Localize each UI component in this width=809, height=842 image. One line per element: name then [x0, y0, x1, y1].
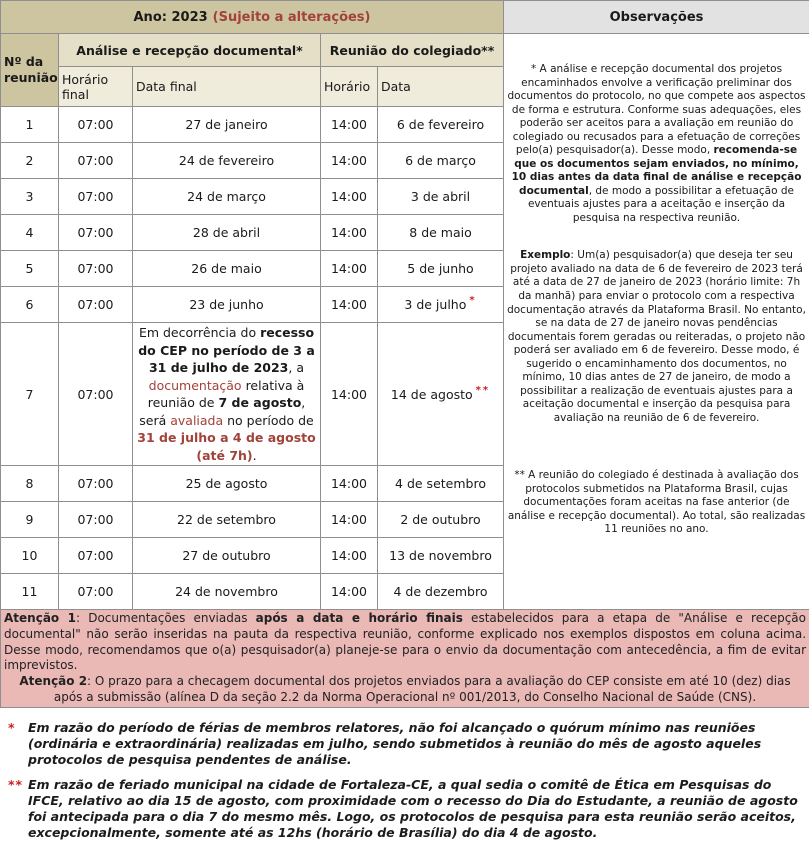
data-colegiado: 6 de fevereiro	[378, 107, 504, 143]
observations-header: Observações	[504, 1, 809, 34]
data-final: 24 de março	[133, 179, 321, 215]
year-row	[1, 1, 809, 34]
footnote-1	[8, 720, 803, 769]
horario-colegiado: 14:00	[321, 143, 378, 179]
horario-final: 07:00	[59, 466, 133, 502]
recess-note-cell: Em decorrência do recesso do CEP no período de 3 a 31 de julho de 2023, a documentação relativa à reunião de 7 de agosto, será avaliada no período de 31 de julho a 4 de agosto (até 7h).	[133, 323, 321, 466]
year-label: Ano: 2023	[134, 10, 208, 25]
red-asterisk-mark: **	[476, 385, 490, 396]
footnotes	[0, 708, 809, 842]
data-final: 27 de outubro	[133, 538, 321, 574]
horario-final: 07:00	[59, 215, 133, 251]
horario-colegiado: 14:00	[321, 323, 378, 466]
group-header-row	[1, 34, 809, 67]
data-colegiado: 14 de agosto **	[378, 323, 504, 466]
footnote-1-text: Em razão do período de férias de membros relatores, não foi alcançado o quórum mínimo nas reuniões (ordinária e extraordinária) realizadas em julho, sendo submetidos à reunião do mês de agosto aqueles protocolos de pesquisa pendentes de análise.	[28, 720, 803, 769]
horario-colegiado: 14:00	[321, 215, 378, 251]
data-colegiado: 3 de julho *	[378, 287, 504, 323]
observation-colegiado-note: ** A reunião do colegiado é destinada à avaliação dos protocolos submetidos na Plataforma Brasil, cujas documentações foram aceitas na fase anterior (de análise e recepção documental). Ao total, são realizadas 11 reuniões no ano.	[507, 469, 806, 537]
col-header-analise: Análise e recepção documental*	[59, 34, 321, 67]
data-colegiado: 5 de junho	[378, 251, 504, 287]
data-colegiado: 3 de abril	[378, 179, 504, 215]
meeting-number: 8	[1, 466, 59, 502]
data-final: 27 de janeiro	[133, 107, 321, 143]
meeting-number: 2	[1, 143, 59, 179]
data-final: 25 de agosto	[133, 466, 321, 502]
meeting-number: 5	[1, 251, 59, 287]
horario-final: 07:00	[59, 107, 133, 143]
data-final: 22 de setembro	[133, 502, 321, 538]
data-colegiado: 13 de novembro	[378, 538, 504, 574]
footnote-2-text: Em razão de feriado municipal na cidade de Fortaleza-CE, a qual sedia o comitê de Ética em Pesquisas do IFCE, relativo ao dia 15 de agosto, com proximidade com o recesso do Dia do Estudante, a reunião de agosto foi antecipada para o dia 7 do mesmo mês. Logo, os protocolos de pesquisa para esta reunião serão aceitos, excepcionalmente, somente até as 12hs (horário de Brasília) do dia 4 de agosto.	[28, 777, 803, 842]
attention-row	[1, 610, 809, 708]
meeting-number: 6	[1, 287, 59, 323]
year-banner	[1, 1, 504, 34]
horario-final: 07:00	[59, 323, 133, 466]
data-final: 26 de maio	[133, 251, 321, 287]
data-final: 28 de abril	[133, 215, 321, 251]
horario-final: 07:00	[59, 538, 133, 574]
meeting-number: 3	[1, 179, 59, 215]
horario-colegiado: 14:00	[321, 179, 378, 215]
horario-final: 07:00	[59, 143, 133, 179]
data-colegiado: 8 de maio	[378, 215, 504, 251]
col-header-data-final: Data final	[133, 67, 321, 107]
footnote-2	[8, 777, 803, 842]
meeting-number: 9	[1, 502, 59, 538]
horario-colegiado: 14:00	[321, 107, 378, 143]
col-header-colegiado: Reunião do colegiado**	[321, 34, 504, 67]
meeting-number: 1	[1, 107, 59, 143]
asterisk-marker: *	[8, 720, 28, 769]
horario-colegiado: 14:00	[321, 251, 378, 287]
meeting-number: 7	[1, 323, 59, 466]
horario-final: 07:00	[59, 574, 133, 610]
horario-final: 07:00	[59, 251, 133, 287]
horario-final: 07:00	[59, 502, 133, 538]
data-final: 23 de junho	[133, 287, 321, 323]
attention-1: Atenção 1: Documentações enviadas após a data e horário finais estabelecidos para a etapa de "Análise e recepção documental" não serão inseridas na pauta da respectiva reunião, conforme explicado nos exemplos dispostos em coluna acima. Desse modo, recomendamos que o(a) pesquisador(a) planeje-se para o envio da documentação com antecedência, a fim de evitar imprevistos.	[4, 611, 806, 674]
observation-analise-note: * A análise e recepção documental dos projetos encaminhados envolve a verificação preliminar dos documentos do protocolo, no que compete aos aspectos de forma e estrutura. Conforme suas adequações, eles poderão ser aceitos para a avaliação em reunião do colegiado ou recusados para a efetuação de correções pelo(a) pesquisador(a). Desse modo, recomenda-se que os documentos sejam enviados, no mínimo, 10 dias antes da data final de análise e recepção documental, de modo a possibilitar a efetuação de eventuais ajustes para a aceitação e inserção da pesquisa na respectiva reunião.	[507, 63, 806, 225]
horario-colegiado: 14:00	[321, 538, 378, 574]
horario-final: 07:00	[59, 287, 133, 323]
meeting-number: 4	[1, 215, 59, 251]
data-colegiado: 2 de outubro	[378, 502, 504, 538]
horario-colegiado: 14:00	[321, 287, 378, 323]
attention-2: Atenção 2: O prazo para a checagem documental dos projetos enviados para a avaliação do CEP consiste em até 10 (dez) dias após a submissão (alínea D da seção 2.2 da Norma Operacional nº 001/2013, do Conselho Nacional de Saúde (CNS).	[4, 674, 806, 706]
red-asterisk-mark: *	[469, 295, 476, 306]
horario-colegiado: 14:00	[321, 574, 378, 610]
year-note: (Sujeito a alterações)	[213, 10, 371, 25]
meeting-number: 10	[1, 538, 59, 574]
data-colegiado: 6 de março	[378, 143, 504, 179]
col-header-data: Data	[378, 67, 504, 107]
data-final: 24 de novembro	[133, 574, 321, 610]
col-header-horario-final: Horário final	[59, 67, 133, 107]
data-colegiado: 4 de setembro	[378, 466, 504, 502]
data-colegiado: 4 de dezembro	[378, 574, 504, 610]
attention-band	[1, 610, 809, 708]
col-header-meeting-number: Nº da reunião	[1, 34, 59, 107]
meeting-number: 11	[1, 574, 59, 610]
horario-colegiado: 14:00	[321, 466, 378, 502]
horario-final: 07:00	[59, 179, 133, 215]
observations-panel	[504, 34, 809, 610]
double-asterisk-marker: **	[8, 777, 28, 842]
col-header-horario: Horário	[321, 67, 378, 107]
data-final: 24 de fevereiro	[133, 143, 321, 179]
horario-colegiado: 14:00	[321, 502, 378, 538]
observation-example: Exemplo: Um(a) pesquisador(a) que deseja ter seu projeto avaliado na data de 6 de fevereiro de 2023 terá até a data de 27 de janeiro de 2023 (horário limite: 7h da manhã) para enviar o protocolo com a respectiva documentação através da Plataforma Brasil. No entanto, se na data de 27 de janeiro novas pendências documentais forem geradas ou reiteradas, o projeto não poderá ser avaliado em 6 de fevereiro. Desse modo, é sugerido o encaminhamento dos documentos, no mínimo, 10 dias antes de 27 de janeiro, de modo a possibilitar a realização de eventuais ajustes para a aceitação documental e inserção da pesquisa para avaliação na reunião de 6 de fevereiro.	[507, 249, 806, 425]
